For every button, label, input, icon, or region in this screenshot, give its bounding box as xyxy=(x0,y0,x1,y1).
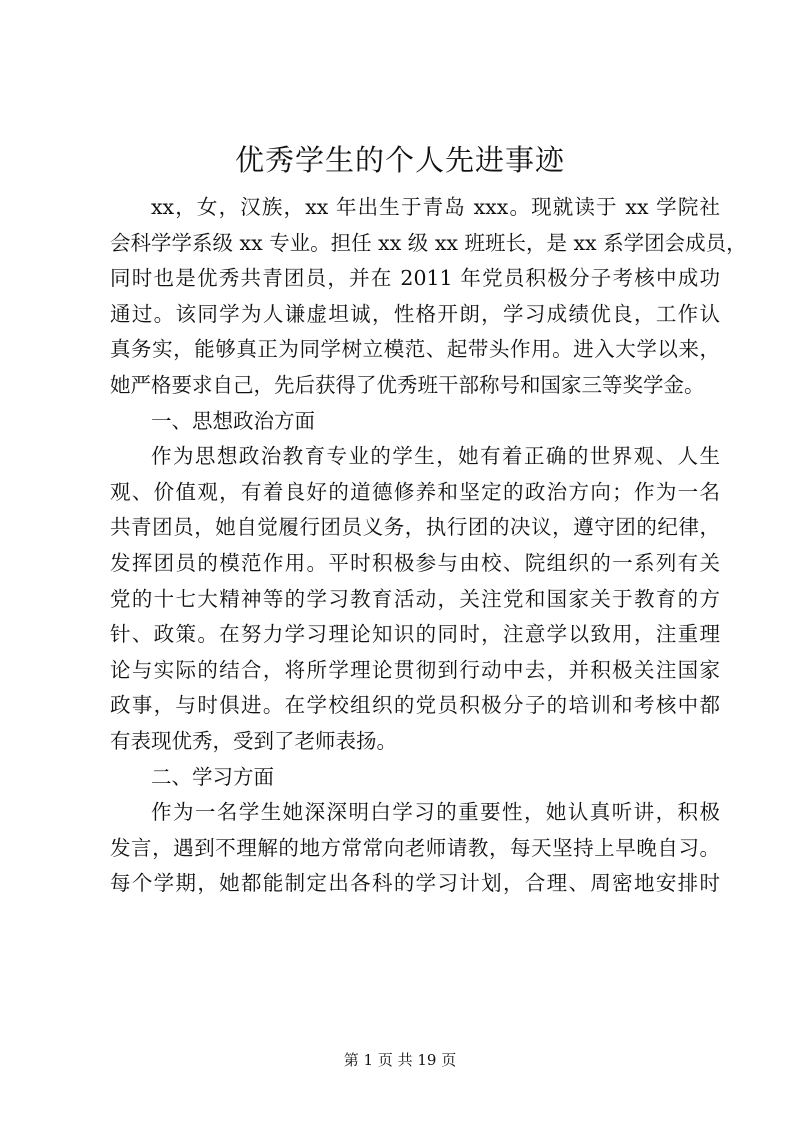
body-line: xx，女，汉族，xx 年出生于青岛 xxx。现就读于 xx 学院社 xyxy=(151,195,720,219)
body-line: 观、价值观，有着良好的道德修养和坚定的政治方向；作为一名 xyxy=(110,479,720,504)
body-line: 论与实际的结合，将所学理论贯彻到行动中去，并积极关注国家 xyxy=(110,657,720,682)
body-line: 通过。该同学为人谦虚坦诚，性格开朗，学习成绩优良，工作认 xyxy=(110,301,720,326)
body-line: 发言，遇到不理解的地方常常向老师请教，每天坚持上早晚自习。 xyxy=(110,835,720,860)
section-heading-study: 二、学习方面 xyxy=(151,764,274,789)
body-line: 党的十七大精神等的学习教育活动，关注党和国家关于教育的方 xyxy=(110,586,720,611)
body-line: 真务实，能够真正为同学树立模范、起带头作用。进入大学以来， xyxy=(110,337,720,362)
body-line: 同时也是优秀共青团员，并在 2011 年党员积极分子考核中成功 xyxy=(110,266,720,291)
page-footer: 第 1 页 共 19 页 xyxy=(343,1051,457,1069)
body-line: 会科学学系级 xx 专业。担任 xx 级 xx 班班长，是 xx 系学团会成员， xyxy=(110,230,747,255)
body-line: 每个学期，她都能制定出各科的学习计划，合理、周密地安排时 xyxy=(110,871,720,896)
section-heading-political: 一、思想政治方面 xyxy=(151,408,315,433)
body-line: 有表现优秀，受到了老师表扬。 xyxy=(110,728,397,753)
body-line: 针、政策。在努力学习理论知识的同时，注意学以致用，注重理 xyxy=(110,622,720,647)
body-line: 共青团员，她自觉履行团员义务，执行团的决议，遵守团的纪律， xyxy=(110,515,720,540)
body-line: 发挥团员的模范作用。平时积极参与由校、院组织的一系列有关 xyxy=(110,550,720,575)
body-line: 她严格要求自己，先后获得了优秀班干部称号和国家三等奖学金。 xyxy=(110,372,705,397)
body-line: 作为一名学生她深深明白学习的重要性，她认真听讲，积极 xyxy=(151,800,720,825)
body-line: 作为思想政治教育专业的学生，她有着正确的世界观、人生 xyxy=(151,444,720,469)
document-title: 优秀学生的个人先进事迹 xyxy=(234,143,565,177)
body-line: 政事，与时俱进。在学校组织的党员积极分子的培训和考核中都 xyxy=(110,693,720,718)
document-body xyxy=(110,190,747,902)
